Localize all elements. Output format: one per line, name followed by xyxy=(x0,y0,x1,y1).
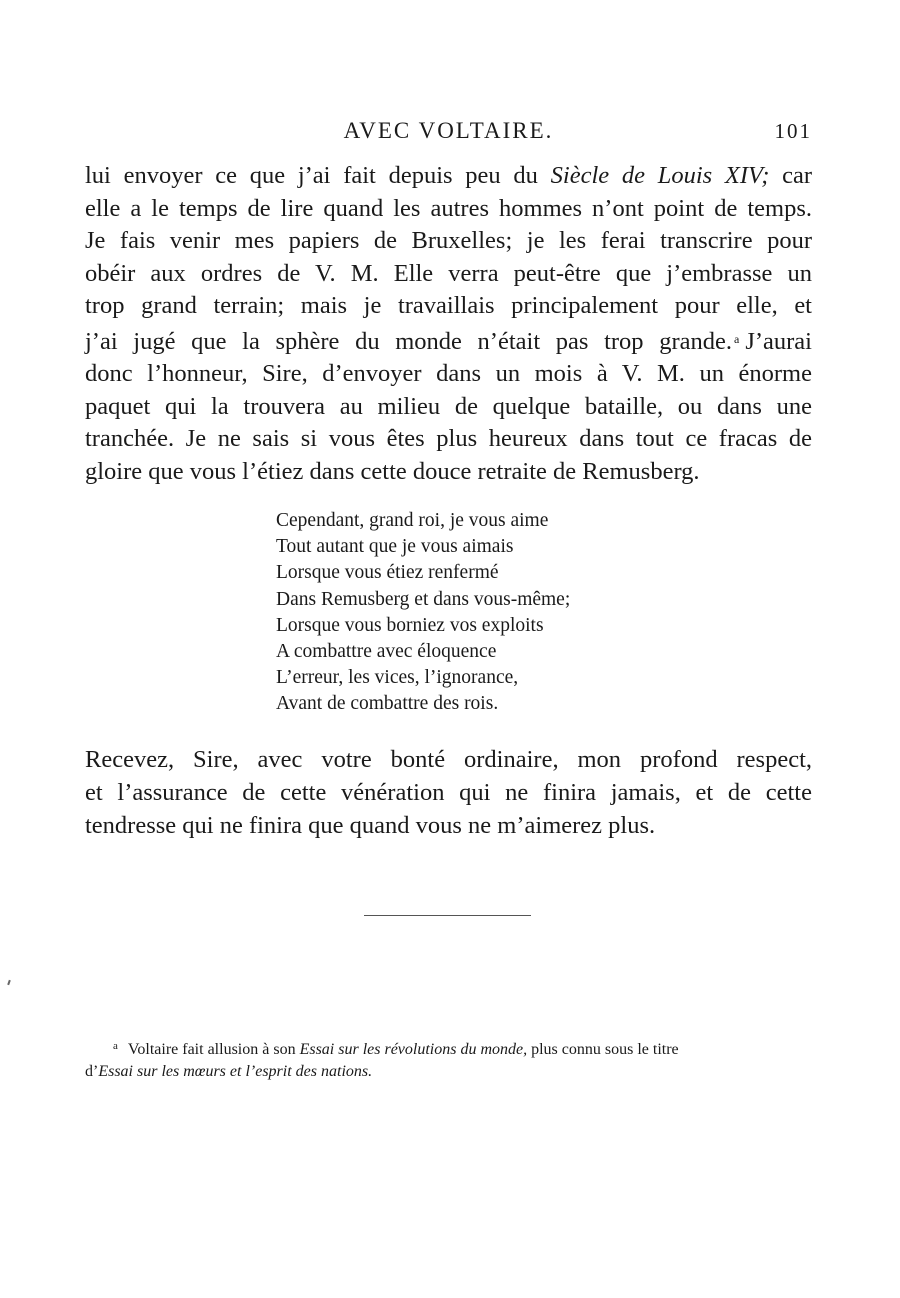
section-divider xyxy=(364,915,531,916)
text-line: j’ai jugé que la sphère du monde n’était pas trop grande. $^a$ J’aurai xyxy=(85,327,812,355)
running-head xyxy=(85,116,812,146)
text-line: Je fais venir mes papiers de Bruxelles; je les ferai transcrire pour xyxy=(85,227,812,254)
footnote xyxy=(85,1035,812,1083)
verse-line: Cependant, grand roi, je vous aime xyxy=(276,510,549,531)
footnote-line: $^a$ Voltaire fait allusion à son Essai sur les révolutions du monde, plus connu sous le titre xyxy=(113,1040,679,1058)
letter-paragraph xyxy=(85,160,812,488)
verse-line: A combattre avec éloquence xyxy=(276,641,497,663)
footnote-marker: a xyxy=(113,1040,118,1052)
text-line: gloire que vous l’étiez dans cette douce retraite de Remusberg. xyxy=(85,457,700,485)
footnote-reference: a xyxy=(734,331,740,346)
text-line: tendresse qui ne finira que quand vous ne m’aimerez plus. xyxy=(85,812,656,839)
text-line: Recevez, Sire, avec votre bonté ordinaire, mon profond respect, xyxy=(85,746,812,773)
text-line: et l’assurance de cette vénération qui ne finira jamais, et de cette xyxy=(85,779,812,806)
text-line: lui envoyer ce que j’ai fait depuis peu du Siècle de Louis XIV; car xyxy=(85,162,812,189)
verse-line: L’erreur, les vices, l’ignorance, xyxy=(276,667,519,689)
verse-line: Tout autant que je vous aimais xyxy=(276,536,514,558)
scan-speck xyxy=(7,980,11,985)
title-reference: Siècle de Louis XIV; xyxy=(550,162,770,189)
verse-line: Lorsque vous étiez renfermé xyxy=(276,562,499,584)
closing-paragraph xyxy=(85,743,812,842)
footnote-line: d’Essai sur les mœurs et l’esprit des nations. xyxy=(85,1063,373,1080)
verse-line: Dans Remusberg et dans vous-même; xyxy=(276,588,571,610)
text-line: tranchée. Je ne sais si vous êtes plus heureux dans tout ce fracas de xyxy=(85,425,812,452)
verse-line: Avant de combattre des rois. xyxy=(276,693,499,715)
footnote-title: Essai sur les révolutions du monde, xyxy=(299,1041,528,1058)
text-line: donc l’honneur, Sire, d’envoyer dans un mois à V. M. un énorme xyxy=(85,360,812,387)
running-title: AVEC VOLTAIRE. xyxy=(343,118,554,143)
footnote-title: Essai sur les mœurs et l’esprit des nations. xyxy=(98,1063,373,1080)
text-line: trop grand terrain; mais je travaillais principalement pour elle, et xyxy=(85,292,812,319)
verse-block xyxy=(276,508,570,718)
verse-line: Lorsque vous borniez vos exploits xyxy=(276,614,544,636)
text-line: obéir aux ordres de V. M. Elle verra peut-être que j’embrasse un xyxy=(85,259,812,287)
text-line: elle a le temps de lire quand les autres hommes n’ont point de temps. xyxy=(85,194,812,222)
page-number: 101 xyxy=(774,119,812,143)
text-line: paquet qui la trouvera au milieu de quelque bataille, ou dans une xyxy=(85,392,812,420)
